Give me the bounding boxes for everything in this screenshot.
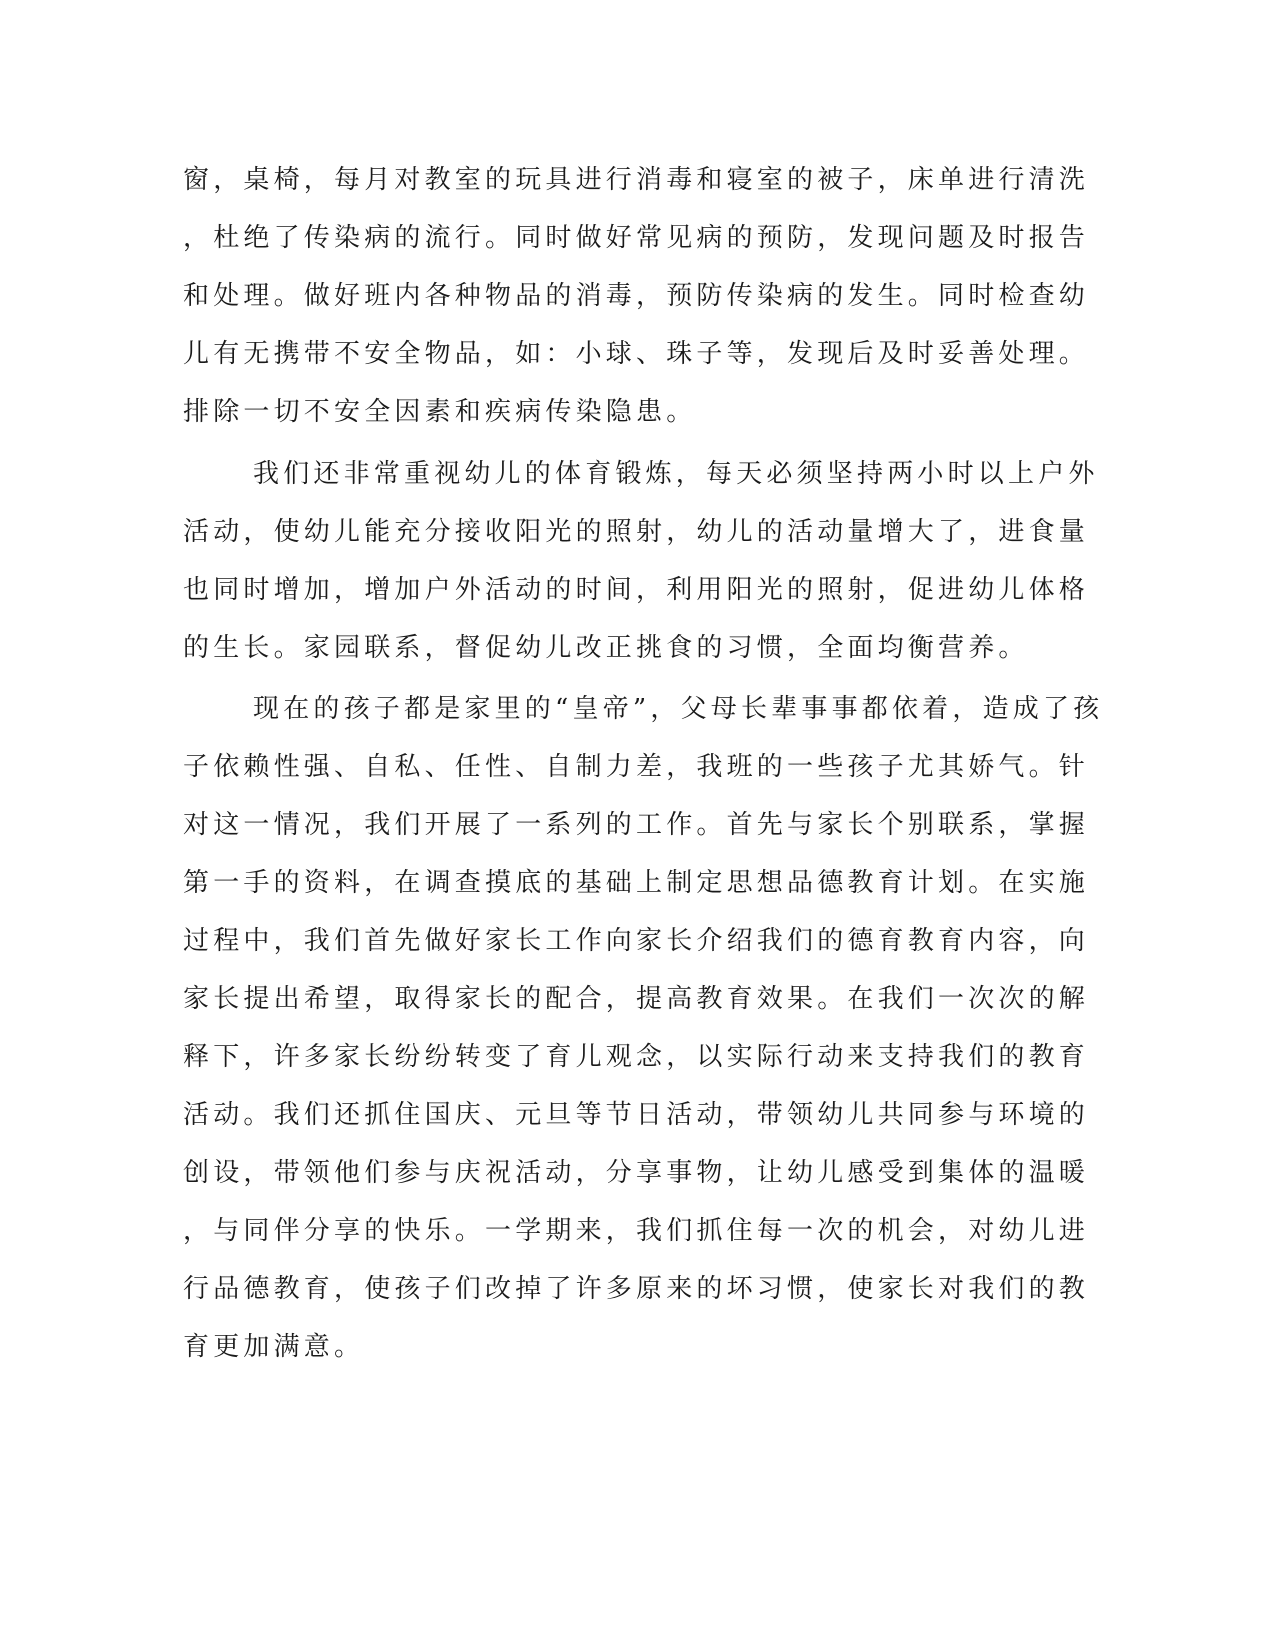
text-line: 的生长。家园联系，督促幼儿改正挑食的习惯，全面均衡营养。 xyxy=(183,633,1029,663)
text-line: ，与同伴分享的快乐。一学期来，我们抓住每一次的机会，对幼儿进 xyxy=(183,1216,1090,1246)
text-line: 释下，许多家长纷纷转变了育儿观念，以实际行动来支持我们的教育 xyxy=(183,1042,1090,1072)
text-line: 子依赖性强、自私、任性、自制力差，我班的一些孩子尤其娇气。针 xyxy=(183,752,1090,782)
text-line: 育更加满意。 xyxy=(183,1332,365,1362)
text-line: 窗，桌椅，每月对教室的玩具进行消毒和寝室的被子，床单进行清洗 xyxy=(183,165,1090,195)
paragraph-start-line: 我们还非常重视幼儿的体育锻炼，每天必须坚持两小时以上户外 xyxy=(253,459,1099,489)
text-line: 活动，使幼儿能充分接收阳光的照射，幼儿的活动量增大了，进食量 xyxy=(183,517,1090,547)
text-line: 行品德教育，使孩子们改掉了许多原来的坏习惯，使家长对我们的教 xyxy=(183,1274,1090,1304)
text-line: 排除一切不安全因素和疾病传染隐患。 xyxy=(183,397,697,427)
text-line: 家长提出希望，取得家长的配合，提高教育效果。在我们一次次的解 xyxy=(183,984,1090,1014)
text-line: 活动。我们还抓住国庆、元旦等节日活动，带领幼儿共同参与环境的 xyxy=(183,1100,1090,1130)
paragraph-start-line: 现在的孩子都是家里的“皇帝”，父母长辈事事都依着，造成了孩 xyxy=(253,694,1104,724)
text-line: 过程中，我们首先做好家长工作向家长介绍我们的德育教育内容，向 xyxy=(183,926,1090,956)
text-line: 也同时增加，增加户外活动的时间，利用阳光的照射，促进幼儿体格 xyxy=(183,575,1090,605)
text-line: 对这一情况，我们开展了一系列的工作。首先与家长个别联系，掌握 xyxy=(183,810,1090,840)
text-line: 儿有无携带不安全物品，如：小球、珠子等，发现后及时妥善处理。 xyxy=(183,339,1090,369)
text-line: ，杜绝了传染病的流行。同时做好常见病的预防，发现问题及时报告 xyxy=(183,223,1090,253)
text-line: 创设，带领他们参与庆祝活动，分享事物，让幼儿感受到集体的温暖 xyxy=(183,1158,1090,1188)
text-line: 和处理。做好班内各种物品的消毒，预防传染病的发生。同时检查幼 xyxy=(183,281,1090,311)
text-line: 第一手的资料，在调查摸底的基础上制定思想品德教育计划。在实施 xyxy=(183,868,1090,898)
